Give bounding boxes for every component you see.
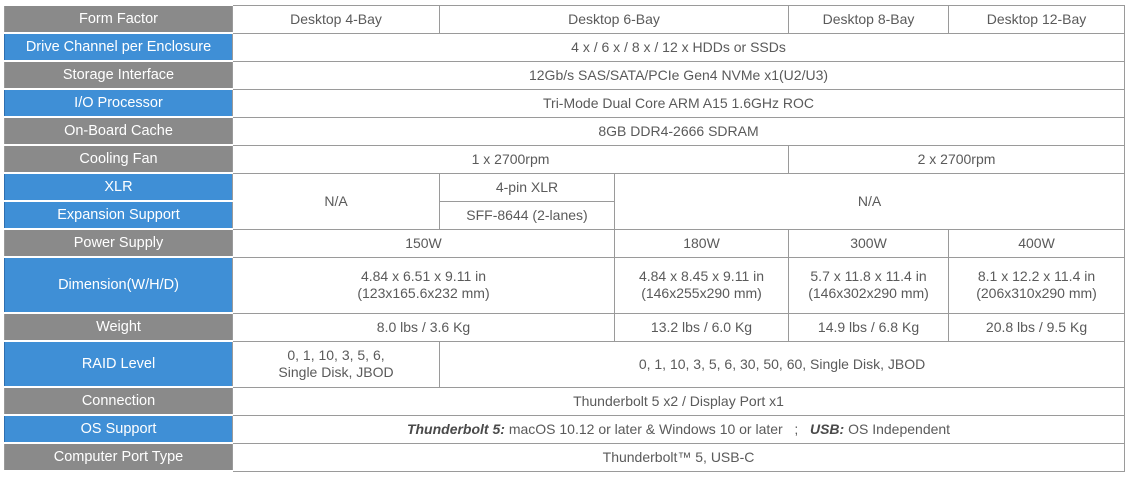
model-12bay: Desktop 12-Bay (949, 5, 1125, 33)
value-raid-rest: 0, 1, 10, 3, 5, 6, 30, 50, 60, Single Disk, JBOD (440, 341, 1125, 387)
row-connection (5, 387, 1125, 415)
value-dimension-c-line1: 5.7 x 11.8 x 11.4 in (810, 268, 927, 284)
row-cooling-fan (5, 145, 1125, 173)
value-dimension-b-line1: 4.84 x 8.45 x 9.11 in (638, 268, 765, 284)
label-xlr: XLR (5, 173, 233, 201)
label-storage-interface: Storage Interface (5, 61, 233, 89)
value-dimension-a-line1: 4.84 x 6.51 x 9.11 in (360, 268, 487, 284)
os-tb-value: macOS 10.12 or later & Windows 10 or later (504, 420, 783, 437)
row-raid (5, 341, 1125, 387)
row-weight (5, 313, 1125, 341)
value-weight-c: 14.9 lbs / 6.8 Kg (789, 313, 949, 341)
value-weight-d: 20.8 lbs / 9.5 Kg (949, 313, 1125, 341)
label-os: OS Support (5, 415, 233, 443)
value-raid-4bay-line1: 0, 1, 10, 3, 5, 6, (287, 347, 385, 363)
value-raid-4bay-line2: Single Disk, JBOD (278, 364, 394, 380)
value-power-d: 400W (949, 229, 1125, 257)
label-cooling-fan: Cooling Fan (5, 145, 233, 173)
row-form-factor (5, 5, 1125, 33)
value-dimension-b (615, 257, 789, 313)
label-raid: RAID Level (5, 341, 233, 387)
value-power-c: 300W (789, 229, 949, 257)
value-raid-4bay (233, 341, 440, 387)
value-weight-a: 8.0 lbs / 3.6 Kg (233, 313, 615, 341)
value-os (233, 415, 1125, 443)
value-weight-b: 13.2 lbs / 6.0 Kg (615, 313, 789, 341)
value-onboard-cache: 8GB DDR4-2666 SDRAM (233, 117, 1125, 145)
row-os (5, 415, 1125, 443)
row-drive-channel (5, 33, 1125, 61)
value-dimension-a (233, 257, 615, 313)
os-usb-label: USB: (809, 420, 845, 437)
value-xlr-6bay: 4-pin XLR (440, 173, 615, 201)
row-storage-interface (5, 61, 1125, 89)
value-power-a: 150W (233, 229, 615, 257)
value-dimension-b-line2: (146x255x290 mm) (641, 285, 762, 301)
row-io-processor (5, 89, 1125, 117)
row-dimension (5, 257, 1125, 313)
value-drive-channel: 4 x / 6 x / 8 x / 12 x HDDs or SSDs (233, 33, 1125, 61)
model-8bay: Desktop 8-Bay (789, 5, 949, 33)
value-cooling-fan-b: 2 x 2700rpm (789, 145, 1125, 173)
model-6bay: Desktop 6-Bay (440, 5, 789, 33)
value-dimension-a-line2: (123x165.6x232 mm) (357, 285, 490, 301)
label-io-processor: I/O Processor (5, 89, 233, 117)
value-dimension-d (949, 257, 1125, 313)
spec-table (4, 4, 1125, 472)
label-connection: Connection (5, 387, 233, 415)
value-power-b: 180W (615, 229, 789, 257)
label-dimension: Dimension(W/H/D) (5, 257, 233, 313)
value-port: Thunderbolt™ 5, USB-C (233, 443, 1125, 471)
value-xlr-expansion-na-b: N/A (615, 173, 1125, 229)
label-weight: Weight (5, 313, 233, 341)
row-onboard-cache (5, 117, 1125, 145)
label-drive-channel: Drive Channel per Enclosure (5, 33, 233, 61)
os-usb-value: OS Independent (844, 420, 951, 437)
os-tb-label: Thunderbolt 5: (406, 420, 505, 437)
row-power (5, 229, 1125, 257)
row-xlr (5, 173, 1125, 201)
value-xlr-expansion-na-a: N/A (233, 173, 440, 229)
value-cooling-fan-a: 1 x 2700rpm (233, 145, 789, 173)
value-dimension-c-line2: (146x302x290 mm) (808, 285, 929, 301)
value-io-processor: Tri-Mode Dual Core ARM A15 1.6GHz ROC (233, 89, 1125, 117)
value-connection: Thunderbolt 5 x2 / Display Port x1 (233, 387, 1125, 415)
label-expansion: Expansion Support (5, 201, 233, 229)
label-port: Computer Port Type (5, 443, 233, 471)
label-form-factor: Form Factor (5, 5, 233, 33)
value-storage-interface: 12Gb/s SAS/SATA/PCIe Gen4 NVMe x1(U2/U3) (233, 61, 1125, 89)
row-port (5, 443, 1125, 471)
model-4bay: Desktop 4-Bay (233, 5, 440, 33)
label-power: Power Supply (5, 229, 233, 257)
value-dimension-c (789, 257, 949, 313)
value-expansion-6bay: SFF-8644 (2-lanes) (440, 201, 615, 229)
value-dimension-d-line1: 8.1 x 12.2 x 11.4 in (977, 268, 1096, 284)
os-separator: ; (782, 420, 810, 437)
value-dimension-d-line2: (206x310x290 mm) (976, 285, 1097, 301)
label-onboard-cache: On-Board Cache (5, 117, 233, 145)
